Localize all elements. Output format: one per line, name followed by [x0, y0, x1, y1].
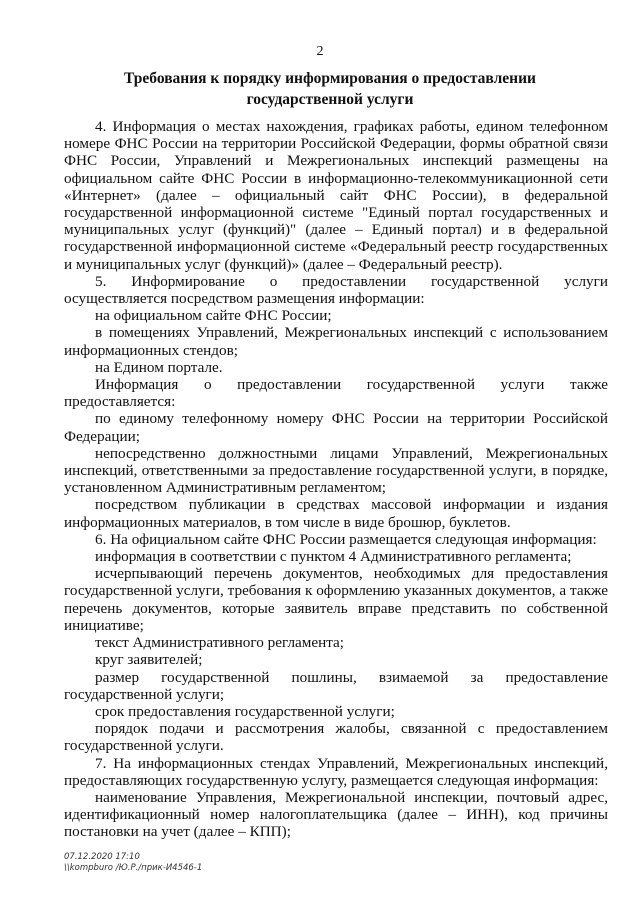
list-item: на Едином портале. [95, 358, 223, 376]
list-item: исчерпывающий перечень документов, необходимых для предоставления государственной услуги, требования к оформлению указанных документов, а также перечень документов, которые заявитель вправе представить по собственной инициативе; [64, 565, 608, 634]
paragraph-4: 4. Информация о местах нахождения, графиках работы, едином телефонном номере ФНС России на территории Российской Федерации, формы обратной связи ФНС России, Управлений и Межрегиональных инспекций размещены на официальном сайте ФНС России в информационно-телекоммуникационной сети «Интернет» (далее – официальный сайт ФНС России), в федеральной государственной информационной системе "Единый портал государственных и муниципальных услуг (функций)" (далее – Единый портал) и в федеральной государственной информационной системе «Федеральный реестр государственных и муниципальных услуг (функций)» (далее – Федеральный реестр). [64, 118, 608, 273]
paragraph-6: 6. На официальном сайте ФНС России размещается следующая информация: [95, 530, 597, 548]
list-item: круг заявителей; [95, 651, 203, 669]
page-number: 2 [316, 44, 324, 59]
footer-path: \\kompburo /Ю.Р./прик-И4546-1 [64, 863, 203, 873]
list-item: информация в соответствии с пунктом 4 Административного регламента; [95, 548, 572, 566]
list-item: срок предоставления государственной услуги; [95, 702, 395, 720]
list-item: непосредственно должностными лицами Управлений, Межрегиональных инспекций, ответственными за предоставление государственной услуги, в порядке, установленном Административным регламентом; [64, 444, 608, 497]
paragraph: Информация о предоставлении государственной услуги также предоставляется: [64, 376, 608, 411]
list-item: посредством публикации в средствах массовой информации и издания информационных материалов, в том числе в виде брошюр, буклетов. [64, 496, 608, 531]
document-body [64, 118, 608, 841]
document-footer [64, 852, 202, 874]
list-item: порядок подачи и рассмотрения жалобы, связанной с предоставлением государственной услуги. [64, 720, 608, 755]
list-item: по единому телефонному номеру ФНС России на территории Российской Федерации; [64, 410, 608, 445]
list-item: в помещениях Управлений, Межрегиональных инспекций с использованием информационных стендов; [64, 324, 608, 359]
footer-date: 07.12.2020 17:10 [64, 852, 140, 862]
list-item: размер государственной пошлины, взимаемой за предоставление государственной услуги; [64, 668, 608, 703]
paragraph-7: 7. На информационных стендах Управлений, Межрегиональных инспекций, предоставляющих государственную услугу, размещается следующая информация: [64, 754, 608, 789]
list-item: на официальном сайте ФНС России; [95, 307, 332, 325]
list-item: текст Административного регламента; [95, 634, 345, 652]
list-item: наименование Управления, Межрегиональной инспекции, почтовый адрес, идентификационный номер налогоплательщика (далее – ИНН), код причины постановки на учет (далее – КПП); [64, 788, 608, 841]
section-title: Требования к порядку информирования о предоставлении государственной услуги [124, 70, 536, 108]
paragraph-5: 5. Информирование о предоставлении государственной услуги осуществляется посредством размещения информации: [64, 272, 608, 308]
